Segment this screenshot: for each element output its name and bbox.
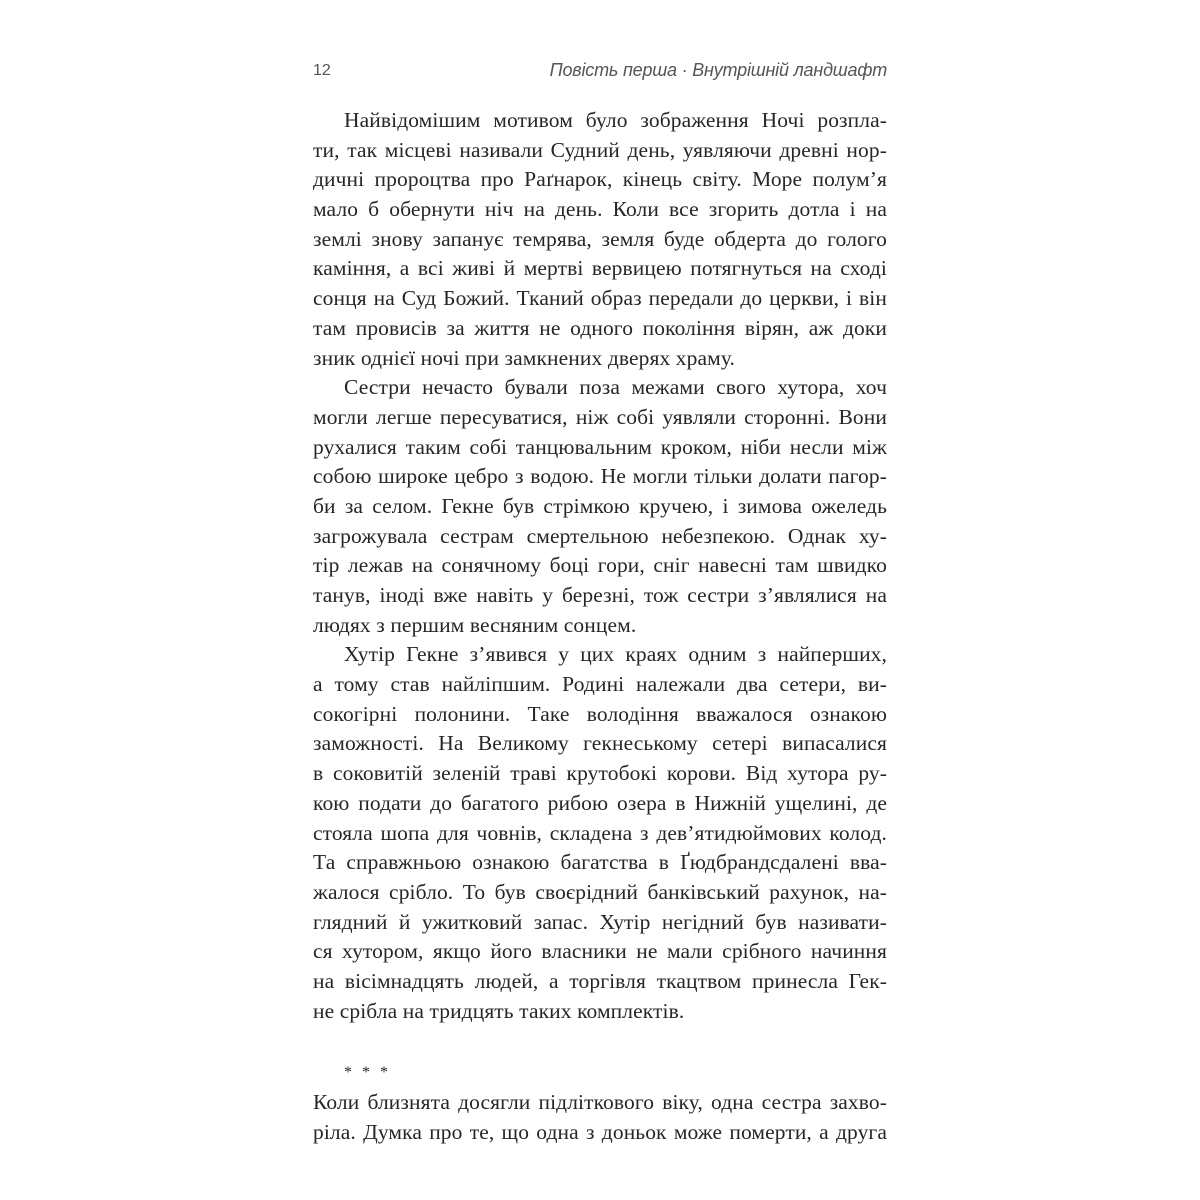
text-line: танув, іноді вже навіть у березні, тож сестри з’являлися на xyxy=(313,583,887,607)
body-text xyxy=(313,106,887,1147)
text-line: каміння, а всі живі й мертві вервицею потягнуться на сході xyxy=(313,256,887,281)
text-line: кою подати до багатого рибою озера в Нижній ущелині, де xyxy=(313,790,887,815)
text-line: дичні пророцтва про Раґнарок, кінець світу. Море полум’я xyxy=(313,167,887,192)
text-line: там провисів за життя не одного покоління вірян, аж доки xyxy=(313,315,887,340)
text-line: ти, так місцеві називали Судний день, уявляючи древні нор- xyxy=(313,137,887,162)
text-line: Хутір Гекне з’явився у цих краях одним з найперших, xyxy=(344,642,887,667)
text-line: могли легше пересуватися, ніж собі уявляли сторонні. Вони xyxy=(313,404,887,429)
text-line: би за селом. Гекне був стрімкою кручею, і зимова ожеледь xyxy=(313,493,887,518)
text-line: землі знову запанує темрява, земля буде обдерта до голого xyxy=(313,226,887,251)
text-line: зник однієї ночі при замкнених дверях храму. xyxy=(313,345,736,370)
text-line: в соковитій зеленій траві крутобокі корови. Від хутора ру- xyxy=(313,761,887,786)
text-line: Найвідомішим мотивом було зображення Ночі розпла- xyxy=(344,108,887,132)
text-line: загрожувала сестрам смертельною небезпекою. Однак ху- xyxy=(313,523,887,548)
paragraph-3 xyxy=(313,640,887,1026)
text-line: не срібла на тридцять таких комплектів. xyxy=(313,998,685,1023)
text-line: мало б обернути ніч на день. Коли все згорить дотла і на xyxy=(313,197,887,222)
text-line: сокогірні полонини. Таке володіння вважалося ознакою xyxy=(313,701,887,726)
text-line: на вісімнадцять людей, а торгівля ткацтвом принесла Гек- xyxy=(313,968,887,993)
text-line: а тому став найліпшим. Родині належали два сетери, ви- xyxy=(313,672,887,697)
paragraph-1 xyxy=(313,106,887,373)
running-title: Повість перша · Внутрішній ландшафт xyxy=(549,60,887,80)
section-gap xyxy=(313,1026,887,1058)
text-line: глядний й ужитковий запас. Хутір негідний був називати- xyxy=(313,909,887,934)
paragraph-2 xyxy=(313,373,887,640)
text-line: ся хутором, якщо його власники не мали срібного начиння xyxy=(313,939,887,964)
text-line: Сестри нечасто бували поза межами свого хутора, хоч xyxy=(344,375,887,400)
text-line: рухалися таким собі танцювальним кроком, ніби несли між xyxy=(313,434,887,459)
text-line: Та справжньою ознакою багатства в Ґюдбрандсдалені вва- xyxy=(313,850,887,875)
text-line: жалося срібло. То був своєрідний банківський рахунок, на- xyxy=(313,879,887,904)
running-header xyxy=(313,58,887,86)
text-line: людях з першим весняним сонцем. xyxy=(313,612,637,637)
text-line: сонця на Суд Божий. Тканий образ передали до церкви, і він xyxy=(313,286,887,311)
text-line: ріла. Думка про те, що одна з доньок може померти, а друга xyxy=(313,1119,887,1144)
text-line: тір лежав на сонячному боці гори, сніг навесні там швидко xyxy=(313,553,887,578)
text-line: собою широке цебро з водою. Не могли тільки долати пагор- xyxy=(313,464,887,489)
text-line: стояла шопа для човнів, складена з дев’ятидюймових колод. xyxy=(313,820,887,845)
text-line: Коли близнята досягли підліткового віку, одна сестра захво- xyxy=(313,1090,887,1114)
section-break: * * * xyxy=(344,1064,391,1082)
text-line: заможності. На Великому гекнеському сетері випасалися xyxy=(313,731,887,756)
paragraph-4 xyxy=(313,1088,887,1147)
page-number: 12 xyxy=(313,62,331,79)
